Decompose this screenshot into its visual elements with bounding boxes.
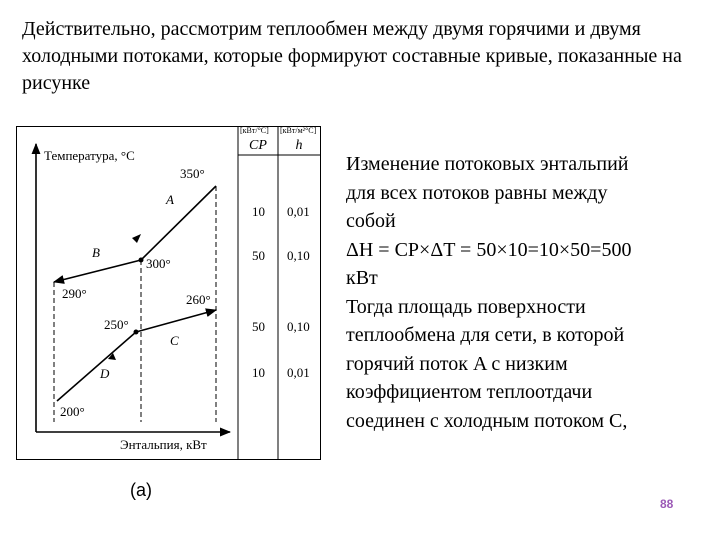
label-290: 290° <box>62 286 87 301</box>
point-250 <box>134 330 139 335</box>
hot-stream-b <box>54 260 141 282</box>
row3-h: 0,10 <box>287 319 310 334</box>
figure-svg <box>16 126 328 464</box>
label-250: 250° <box>104 317 129 332</box>
page-number: 88 <box>660 497 674 511</box>
stream-c-label: C <box>170 333 179 348</box>
row3-cp: 50 <box>252 319 265 334</box>
arrow-cold-d <box>108 353 116 360</box>
label-260: 260° <box>186 292 211 307</box>
stream-d-label: D <box>100 366 110 381</box>
h-header: h <box>295 138 303 153</box>
row1-h: 0,01 <box>287 204 310 219</box>
explanation-line: собой <box>346 210 396 232</box>
cold-stream-c <box>136 310 216 332</box>
row2-cp: 50 <box>252 248 265 263</box>
composite-curves-figure <box>16 126 328 469</box>
intro-paragraph: Действительно, рассмотрим теплообмен между двумя горячими и двумя холодными потоками, которые формируют составные кривые, показанные на рисунке <box>22 18 682 94</box>
explanation-line: кВт <box>346 267 378 289</box>
stream-a-label: A <box>166 192 174 207</box>
unit-cp-label: [кВт/°C] <box>240 126 269 135</box>
x-axis-label: Энтальпия, кВт <box>120 437 207 452</box>
explanation-line: ΔH = CP×ΔT = 50×10=10×50=500 <box>346 238 632 261</box>
explanation-line: коэффициентом теплоотдачи <box>346 381 593 403</box>
explanation-line: соединен с холодным потоком C, <box>346 409 628 432</box>
explanation-line: для всех потоков равны между <box>346 181 608 204</box>
explanation-line: теплообмена для сети, в которой <box>346 324 625 346</box>
label-350: 350° <box>180 166 205 181</box>
figure-caption: (a) <box>130 480 152 500</box>
hot-stream-a <box>141 186 216 260</box>
explanation-line: Тогда площадь поверхности <box>346 295 586 318</box>
cold-stream-d <box>57 332 136 401</box>
point-300 <box>139 258 144 263</box>
row4-cp: 10 <box>252 365 265 380</box>
row1-cp: 10 <box>252 204 265 219</box>
explanation-line: Изменение потоковых энтальпий <box>346 153 629 175</box>
label-200: 200° <box>60 404 85 419</box>
row2-h: 0,10 <box>287 248 310 263</box>
label-300: 300° <box>146 256 171 271</box>
cp-header: CP <box>249 138 267 153</box>
unit-h-label: [кВт/м²°C] <box>280 126 317 135</box>
explanation-text <box>346 150 706 435</box>
arrow-hot-a <box>132 234 141 243</box>
stream-b-label: B <box>92 245 100 260</box>
explanation-line: горячий поток A с низким <box>346 352 568 375</box>
row4-h: 0,01 <box>287 365 310 380</box>
y-axis-label: Температура, °C <box>44 148 135 163</box>
